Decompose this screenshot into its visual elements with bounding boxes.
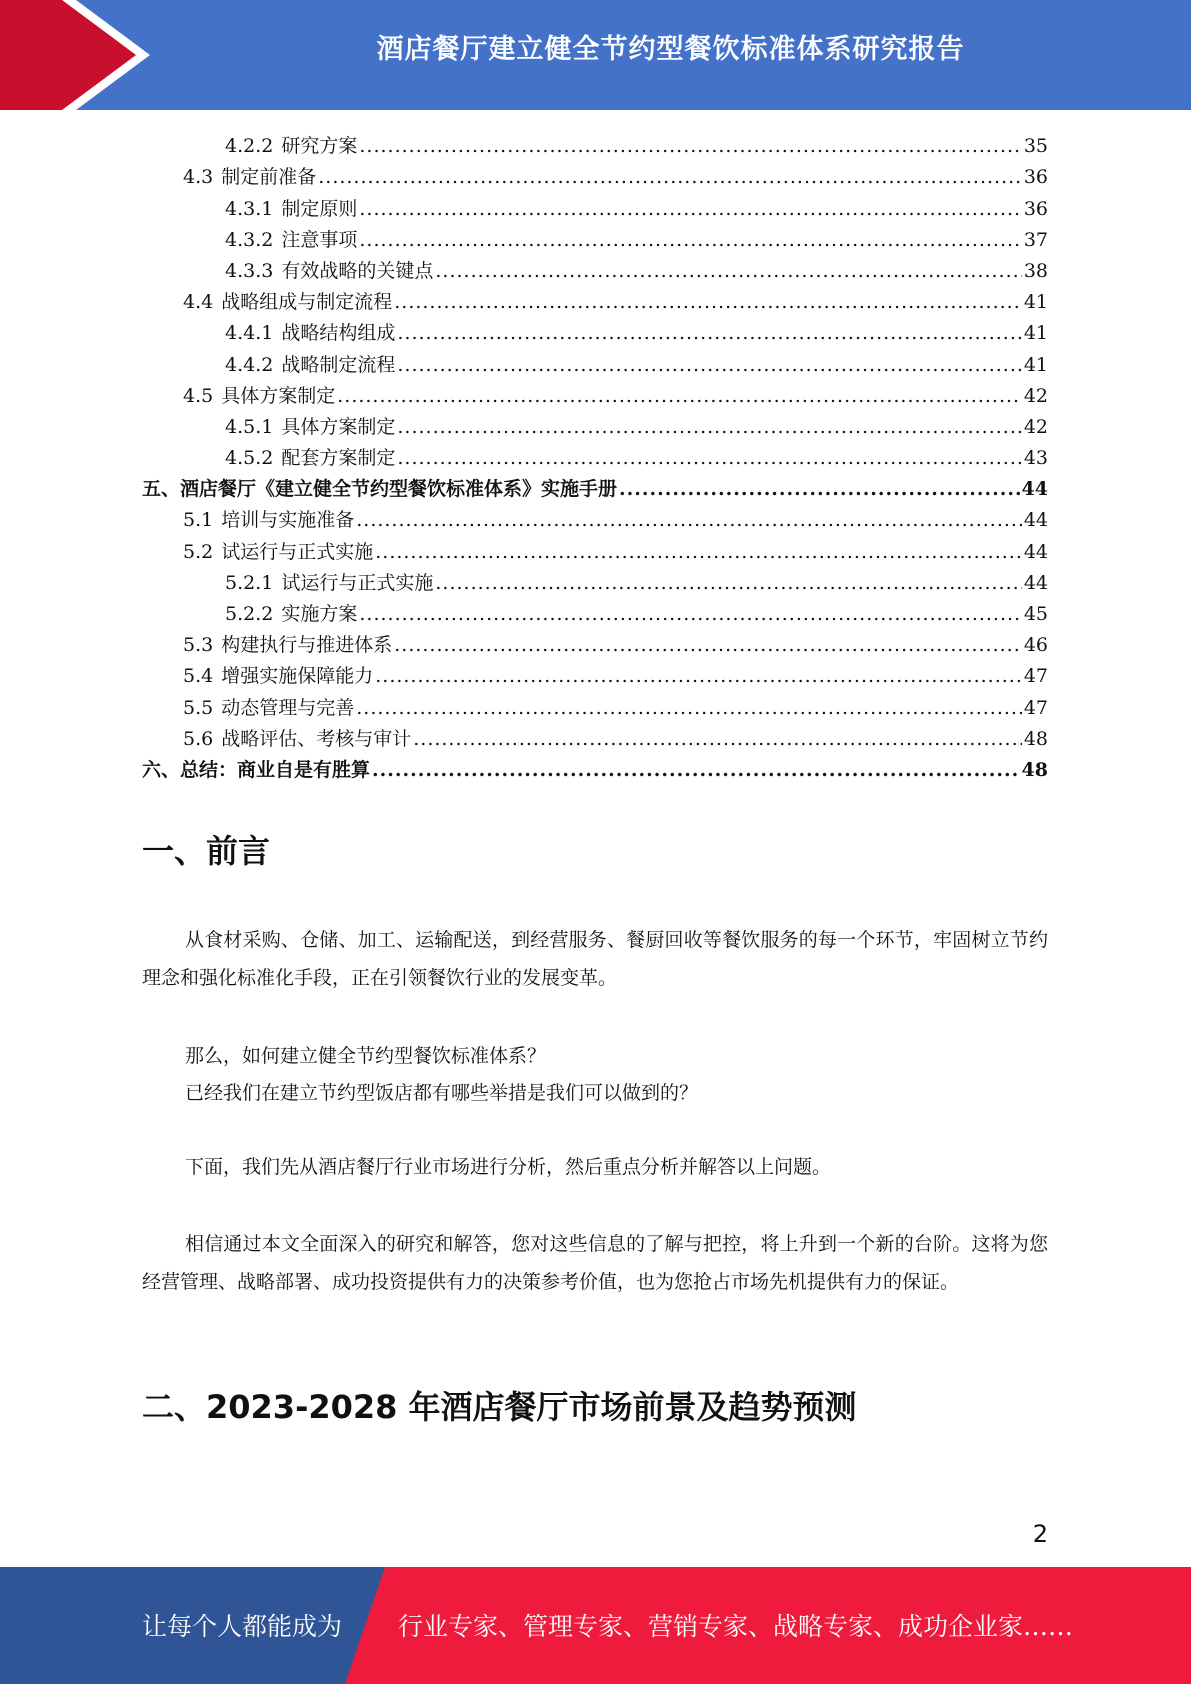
toc-entry-page: 43 — [1023, 447, 1048, 470]
toc-entry-title: 战略制定流程 — [281, 353, 396, 376]
toc-dot-leader — [356, 696, 1022, 720]
toc-entry-title: 制定前准备 — [221, 166, 317, 189]
toc-entry-title: 有效战略的关键点 — [281, 259, 434, 282]
toc-entry-number: 4.5 — [183, 384, 214, 407]
page-header — [0, 0, 1191, 110]
toc-entry-page: 44 — [1023, 509, 1048, 532]
toc-entry-number: 5.6 — [183, 727, 214, 750]
toc-entry-page: 41 — [1023, 291, 1048, 314]
toc-entry-title: 五、酒店餐厅《建立健全节约型餐饮标准体系》实施手册 — [142, 478, 618, 501]
toc-entry-title: 构建执行与推进体系 — [221, 634, 393, 657]
toc-dot-leader — [375, 540, 1022, 564]
toc-entry-page: 47 — [1023, 696, 1048, 719]
toc-entry-title: 动态管理与完善 — [221, 696, 355, 719]
toc-entry-number: 4.4.1 — [225, 322, 274, 345]
toc-dot-leader — [397, 415, 1021, 439]
toc-entry-page: 41 — [1023, 322, 1048, 345]
toc-entry-title: 六、总结：商业自是有胜算 — [142, 758, 371, 781]
toc-dot-leader — [619, 477, 1020, 501]
toc-entry-page: 46 — [1023, 634, 1048, 657]
toc-entry-number: 4.3.3 — [225, 259, 274, 282]
toc-entry-page: 37 — [1023, 228, 1048, 251]
toc-dot-leader — [359, 228, 1021, 252]
toc-dot-leader — [359, 602, 1021, 626]
toc-entry[interactable] — [142, 688, 1048, 719]
toc-entry-number: 4.3.2 — [225, 228, 274, 251]
toc-dot-leader — [318, 165, 1022, 189]
toc-dot-leader — [435, 571, 1021, 595]
toc-entry-title: 制定原则 — [281, 197, 358, 220]
toc-entry[interactable] — [142, 408, 1048, 439]
toc-entry-page: 48 — [1021, 758, 1048, 781]
toc-dot-leader — [435, 259, 1021, 283]
toc-entry-number: 5.1 — [183, 509, 214, 532]
toc-dot-leader — [375, 664, 1022, 688]
toc-entry-number: 4.4.2 — [225, 353, 274, 376]
toc-entry-page: 36 — [1023, 166, 1048, 189]
toc-entry-number: 5.5 — [183, 696, 214, 719]
toc-entry[interactable] — [142, 564, 1048, 595]
toc-entry-page: 38 — [1023, 259, 1048, 282]
toc-entry[interactable] — [142, 626, 1048, 657]
paragraph: 从食材采购、仓储、加工、运输配送，到经营服务、餐厨回收等餐饮服务的每一个环节，牢固树立节约理念和强化标准化手段，正在引领餐饮行业的发展变革。 — [142, 929, 1048, 989]
toc-dot-leader — [359, 134, 1021, 158]
toc-dot-leader — [413, 727, 1022, 751]
section-heading-market-forecast: 二、2023-2028 年酒店餐厅市场前景及趋势预测 — [142, 1388, 857, 1426]
toc-entry-page: 45 — [1023, 603, 1048, 625]
paragraph: 那么，如何建立健全节约型餐饮标准体系？ — [185, 1045, 547, 1067]
toc-entry-title: 实施方案 — [281, 603, 358, 625]
toc-entry-title: 培训与实施准备 — [221, 509, 355, 532]
toc-entry-title: 战略组成与制定流程 — [221, 291, 393, 314]
toc-dot-leader — [397, 321, 1021, 345]
toc-entry-title: 试运行与正式实施 — [221, 540, 374, 563]
toc-entry-page: 35 — [1023, 135, 1048, 158]
toc-entry[interactable] — [142, 345, 1048, 376]
toc-entry-title: 增强实施保障能力 — [221, 665, 374, 688]
toc-entry-page: 44 — [1021, 478, 1048, 501]
toc-entry[interactable] — [142, 221, 1048, 252]
toc-entry-title: 试运行与正式实施 — [281, 571, 434, 594]
toc-entry-number: 4.5.2 — [225, 447, 274, 470]
toc-entry-number: 5.4 — [183, 665, 214, 688]
toc-entry-page: 36 — [1023, 197, 1048, 220]
toc-entry[interactable] — [142, 189, 1048, 220]
toc-entry[interactable] — [142, 314, 1048, 345]
toc-dot-leader — [394, 633, 1022, 657]
toc-entry-page: 44 — [1023, 571, 1048, 594]
toc-entry-number: 4.5.1 — [225, 415, 274, 438]
toc-entry[interactable] — [142, 501, 1048, 532]
toc-entry[interactable] — [142, 377, 1048, 408]
toc-entry-title: 战略结构组成 — [281, 322, 396, 345]
header-title: 酒店餐厅建立健全节约型餐饮标准体系研究报告 — [376, 34, 965, 65]
toc-entry-page: 41 — [1023, 353, 1048, 376]
toc-entry-page: 42 — [1023, 415, 1048, 438]
paragraph: 相信通过本文全面深入的研究和解答，您对这些信息的了解与把控，将上升到一个新的台阶。这将为您经营管理、战略部署、成功投资提供有力的决策参考价值，也为您抢占市场先机提供有力的保证。 — [142, 1233, 1048, 1293]
paragraph: 已经我们在建立节约型饭店都有哪些举措是我们可以做到的？ — [185, 1082, 699, 1104]
toc-entry-page: 44 — [1023, 540, 1048, 563]
toc-entry[interactable] — [142, 751, 1048, 782]
toc-entry-title: 战略评估、考核与审计 — [221, 727, 412, 750]
toc-entry-title: 注意事项 — [281, 228, 358, 251]
footer-slogan-right: 行业专家、管理专家、营销专家、战略专家、成功企业家…… — [398, 1612, 1074, 1641]
toc-entry[interactable] — [142, 720, 1048, 751]
toc-entry[interactable] — [142, 283, 1048, 314]
header-chevron-decoration — [0, 0, 160, 110]
toc-dot-leader — [394, 290, 1022, 314]
toc-entry-number: 5.3 — [183, 634, 214, 657]
toc-entry-title: 具体方案制定 — [281, 415, 396, 438]
paragraph: 下面，我们先从酒店餐厅行业市场进行分析，然后重点分析并解答以上问题。 — [185, 1156, 832, 1178]
section-heading-preface: 一、前言 — [142, 832, 271, 870]
toc-entry[interactable] — [142, 595, 1048, 626]
toc-dot-leader — [397, 353, 1021, 377]
toc-dot-leader — [356, 508, 1022, 532]
page-footer — [0, 1567, 1191, 1684]
toc-entry-number: 4.3 — [183, 166, 214, 189]
toc-entry-page: 47 — [1023, 665, 1048, 688]
toc-entry-number: 4.4 — [183, 291, 214, 314]
toc-entry[interactable] — [142, 252, 1048, 283]
page-number: 2 — [1032, 1520, 1048, 1548]
table-of-contents — [142, 127, 1048, 782]
toc-entry[interactable] — [142, 127, 1048, 158]
toc-entry[interactable] — [142, 657, 1048, 688]
toc-dot-leader — [397, 446, 1021, 470]
toc-entry-title: 研究方案 — [281, 135, 358, 158]
toc-entry-page: 42 — [1023, 384, 1048, 407]
toc-entry-number: 4.2.2 — [225, 135, 274, 158]
toc-entry[interactable] — [142, 439, 1048, 470]
toc-entry-number: 5.2.2 — [225, 603, 274, 625]
footer-slogan-left: 让每个人都能成为 — [142, 1612, 343, 1641]
toc-dot-leader — [372, 758, 1020, 782]
toc-entry-number: 4.3.1 — [225, 197, 274, 220]
toc-entry[interactable] — [142, 158, 1048, 189]
toc-entry-number: 5.2 — [183, 540, 214, 563]
toc-entry[interactable] — [142, 470, 1048, 501]
toc-entry-title: 配套方案制定 — [281, 447, 396, 470]
toc-dot-leader — [337, 384, 1022, 408]
toc-entry-number: 5.2.1 — [225, 571, 274, 594]
toc-dot-leader — [359, 197, 1021, 221]
toc-entry-page: 48 — [1023, 727, 1048, 750]
toc-entry[interactable] — [142, 532, 1048, 563]
toc-entry-title: 具体方案制定 — [221, 384, 336, 407]
